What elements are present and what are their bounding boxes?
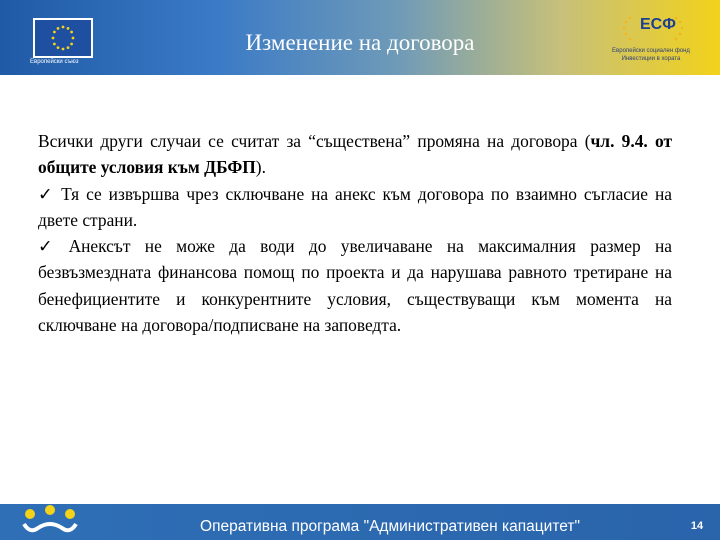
esf-logo-text: ЕСФ	[640, 16, 676, 33]
bullet-item	[38, 233, 672, 338]
eu-caption: Европейски съюз	[30, 59, 79, 65]
footer-program: Оперативна програма "Административен капацитет"	[200, 518, 580, 535]
esf-caption-line1: Европейски социален фонд	[612, 48, 690, 54]
esf-caption	[606, 47, 696, 63]
intro-end: ).	[255, 157, 266, 178]
bullet-item	[38, 181, 672, 234]
page-title: Изменение на договора	[245, 30, 475, 55]
esf-caption-line2: Инвестиции в хората	[621, 56, 681, 62]
op-logo-icon	[10, 500, 90, 540]
check-icon: ✓	[38, 183, 56, 204]
eu-flag-icon	[35, 20, 91, 56]
intro-paragraph	[38, 128, 672, 181]
slide-body	[38, 128, 672, 338]
eu-flag-logo	[33, 18, 93, 58]
bullet-text: Тя се извършва чрез сключване на анекс към договора по взаимно съгласие на двете страни.	[38, 183, 672, 230]
intro-text: Всички други случаи се считат за “съществена” промяна на договора (	[38, 131, 591, 151]
intro-reference: чл. 9.4. от общите условия към ДБФП	[38, 131, 673, 178]
check-icon: ✓	[38, 236, 63, 257]
page-number: 14	[690, 520, 704, 532]
bullet-text: Анексът не може да води до увеличаване на максималния размер на безвъзмездната финансова помощ по проекта и да нарушава равното третиране на бенефициентите и конкурентните условия, съществуващи към момента на сключване на договора/подписване на заповедта.	[38, 236, 673, 336]
